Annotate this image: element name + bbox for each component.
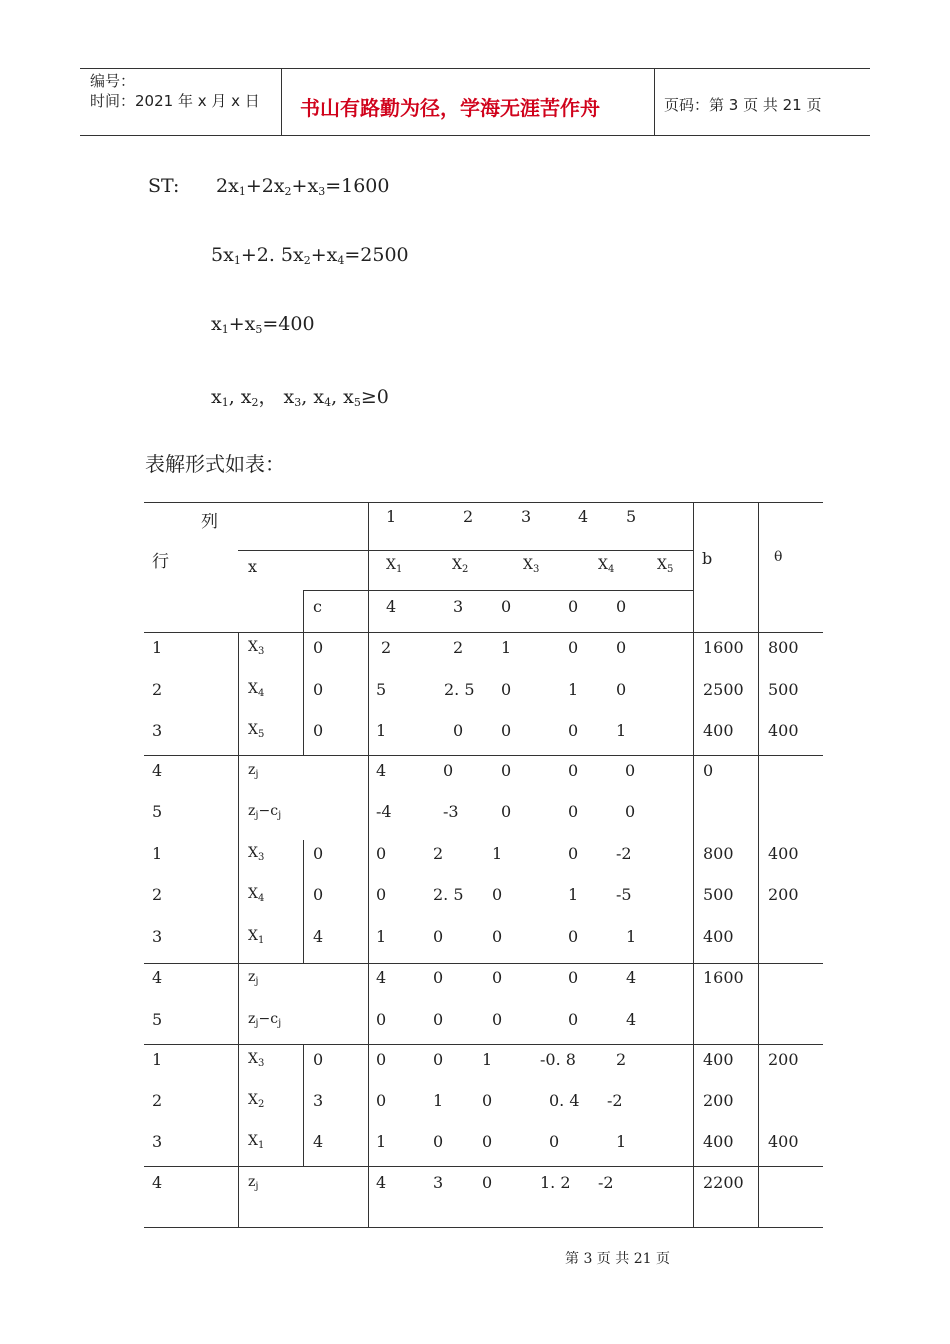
row-number: 5 [152, 802, 163, 821]
row-number: 3 [152, 1132, 163, 1151]
basis-variable: $z_j$ [248, 762, 259, 780]
table-cell-value: 2. 5 [433, 885, 464, 904]
table-cell-value: 4 [376, 1173, 387, 1192]
theta-value: 400 [768, 1132, 799, 1151]
table-cell-value: 0 [501, 802, 512, 821]
col-header-label: 列 [201, 512, 218, 532]
table-cell-value: 3 [433, 1173, 444, 1192]
section-rule [144, 963, 823, 964]
basis-variable: $X_3$ [248, 1051, 265, 1069]
table-cell-value: 0 [549, 1132, 560, 1151]
table-cell-value: 2. 5 [444, 680, 475, 699]
table-cell-value: 0 [625, 761, 636, 780]
b-value: 400 [703, 1132, 734, 1151]
x-column-border [238, 1166, 239, 1228]
constraint-eq-2: $5x_1+2$. $5x_2+x_4=2500$ [211, 244, 409, 267]
table-cell-value: 0 [433, 1050, 444, 1069]
row-number: 5 [152, 1010, 163, 1029]
table-cell-value: 0 [482, 1173, 493, 1192]
basis-variable: $X_4$ [248, 681, 265, 699]
basis-variable: $z_j$ [248, 1174, 259, 1192]
x-column-border [238, 632, 239, 755]
row-number: 1 [152, 1050, 163, 1069]
table-cell-value: 0 [568, 721, 579, 740]
row-number: 3 [152, 721, 163, 740]
variable-header: $X_1$ [386, 557, 403, 575]
table-cell-value: 2 [433, 844, 444, 863]
basis-cost: 0 [313, 885, 324, 904]
col-number: 4 [578, 507, 589, 526]
basis-cost: 0 [313, 680, 324, 699]
b-value: 200 [703, 1091, 734, 1110]
table-cell-value: 0 [568, 844, 579, 863]
col-number: 2 [463, 507, 474, 526]
table-bottom-rule [144, 1227, 823, 1228]
header-inner-rule-2 [303, 590, 693, 591]
table-cell-value: 1 [376, 721, 387, 740]
table-cell-value: 2 [381, 638, 392, 657]
basis-variable: $z_j-c_j$ [248, 1011, 282, 1029]
basis-variable: $X_4$ [248, 886, 265, 904]
table-cell-value: 0 [568, 638, 579, 657]
basis-cost: 0 [313, 1050, 324, 1069]
theta-value: 200 [768, 1050, 799, 1069]
section-rule [144, 755, 823, 756]
c-value: 3 [453, 597, 464, 616]
row-number: 2 [152, 680, 163, 699]
table-cell-value: 1 [492, 844, 503, 863]
table-cell-value: -2 [607, 1091, 623, 1110]
basis-variable: $X_2$ [248, 1092, 265, 1110]
col-number: 5 [626, 507, 637, 526]
table-cell-value: 0 [376, 1010, 387, 1029]
table-cell-value: 1 [433, 1091, 444, 1110]
table-cell-value: 1 [376, 1132, 387, 1151]
table-cell-value: -2 [616, 844, 632, 863]
x-header-label: x [248, 557, 258, 576]
basis-cost: 0 [313, 844, 324, 863]
theta-value: 400 [768, 844, 799, 863]
table-cell-value: 2 [453, 638, 464, 657]
table-cell-value: -4 [376, 802, 392, 821]
table-cell-value: 4 [626, 968, 637, 987]
theta-value: 800 [768, 638, 799, 657]
c-column-border [303, 840, 304, 963]
variable-header: $X_5$ [657, 557, 674, 575]
table-cell-value: 4 [376, 968, 387, 987]
row-number: 2 [152, 885, 163, 904]
b-value: 1600 [703, 968, 744, 987]
table-cell-value: 0 [501, 721, 512, 740]
table-cell-value: 0 [568, 802, 579, 821]
table-cell-value: 0 [443, 761, 454, 780]
vars-left-border [368, 502, 369, 1228]
b-value: 800 [703, 844, 734, 863]
variable-header: $X_3$ [523, 557, 540, 575]
basis-cost: 4 [313, 927, 324, 946]
table-cell-value: 0 [616, 680, 627, 699]
table-cell-value: 0 [376, 1091, 387, 1110]
table-cell-value: 0 [482, 1132, 493, 1151]
basis-cost: 0 [313, 721, 324, 740]
basis-variable: $X_1$ [248, 1133, 265, 1151]
constraint-eq-1: $2x_1+2x_2+x_3=1600$ [216, 175, 390, 198]
section-rule [144, 1166, 823, 1167]
row-number: 2 [152, 1091, 163, 1110]
table-cell-value: 0 [492, 968, 503, 987]
theta-value: 500 [768, 680, 799, 699]
constraint-eq-3: $x_1+x_5=400$ [211, 313, 315, 336]
table-cell-value: -3 [443, 802, 459, 821]
c-value: 0 [616, 597, 627, 616]
table-cell-value: -5 [616, 885, 632, 904]
c-value: 0 [501, 597, 512, 616]
table-cell-value: 0 [492, 885, 503, 904]
row-number: 4 [152, 761, 163, 780]
table-cell-value: 0 [482, 1091, 493, 1110]
b-value: 2200 [703, 1173, 744, 1192]
table-cell-value: 0 [568, 761, 579, 780]
table-cell-value: 0 [616, 638, 627, 657]
c-value: 0 [568, 597, 579, 616]
table-cell-value: -0. 8 [540, 1050, 576, 1069]
row-number: 3 [152, 927, 163, 946]
table-cell-value: 0 [376, 844, 387, 863]
table-cell-value: 1 [568, 885, 579, 904]
table-cell-value: 2 [616, 1050, 627, 1069]
table-cell-value: -2 [598, 1173, 614, 1192]
table-cell-value: 1 [482, 1050, 493, 1069]
st-label: ST: [148, 175, 180, 197]
table-cell-value: 1 [568, 680, 579, 699]
section-rule [144, 1044, 823, 1045]
theta-header-label: θ [774, 549, 783, 565]
basis-variable: $z_j-c_j$ [248, 803, 282, 821]
b-value: 400 [703, 1050, 734, 1069]
variable-header: $X_2$ [452, 557, 469, 575]
basis-variable: $X_5$ [248, 722, 265, 740]
header-bottom-rule [144, 632, 823, 633]
c-header-label: c [313, 597, 322, 616]
table-cell-value: 1 [376, 927, 387, 946]
variable-header: $X_4$ [598, 557, 615, 575]
table-cell-value: 0 [492, 1010, 503, 1029]
theta-value: 200 [768, 885, 799, 904]
header-motto: 书山有路勤为径，学海无涯苦作舟 [300, 96, 600, 120]
x-column-border [238, 840, 239, 963]
table-cell-value: 0 [625, 802, 636, 821]
x-column-border [238, 963, 239, 1044]
table-cell-value: 0. 4 [549, 1091, 580, 1110]
table-cell-value: 1. 2 [540, 1173, 571, 1192]
table-cell-value: 0 [501, 761, 512, 780]
table-cell-value: 4 [626, 1010, 637, 1029]
intro-text: 表解形式如表： [145, 452, 285, 476]
table-cell-value: 0 [433, 1132, 444, 1151]
table-cell-value: 1 [616, 721, 627, 740]
b-value: 2500 [703, 680, 744, 699]
page-number-label: 页码：第 3 页 共 21 页 [664, 96, 822, 114]
b-value: 400 [703, 927, 734, 946]
table-cell-value: 0 [433, 968, 444, 987]
table-cell-value: 0 [433, 1010, 444, 1029]
table-cell-value: 0 [376, 1050, 387, 1069]
b-value: 400 [703, 721, 734, 740]
b-value: 1600 [703, 638, 744, 657]
table-cell-value: 0 [376, 885, 387, 904]
basis-cost: 3 [313, 1091, 324, 1110]
doc-code-label: 编号： [90, 72, 136, 90]
row-number: 4 [152, 968, 163, 987]
x-column-border [238, 1044, 239, 1166]
basis-cost: 4 [313, 1132, 324, 1151]
c-column-border [303, 1044, 304, 1166]
theta-left-border [758, 502, 759, 1228]
b-header-label: b [702, 549, 713, 568]
c-value: 4 [386, 597, 397, 616]
table-cell-value: 0 [501, 680, 512, 699]
b-left-border [693, 502, 694, 1228]
nonnegativity-constraint: $x_1$, $x_2$， $x_3$, $x_4$, $x_5\ge 0$ [211, 386, 389, 409]
header-inner-rule-1 [238, 550, 693, 551]
table-cell-value: 0 [453, 721, 464, 740]
table-cell-value: 5 [376, 680, 387, 699]
b-value: 0 [703, 761, 714, 780]
table-cell-value: 0 [492, 927, 503, 946]
col-number: 1 [386, 507, 397, 526]
row-header-label: 行 [152, 552, 169, 572]
table-cell-value: 0 [568, 1010, 579, 1029]
table-cell-value: 1 [616, 1132, 627, 1151]
doc-time-label: 时间：2021 年 x 月 x 日 [90, 92, 260, 110]
col-number: 3 [521, 507, 532, 526]
table-top-rule [144, 502, 823, 503]
basis-variable: $X_3$ [248, 845, 265, 863]
row-number: 4 [152, 1173, 163, 1192]
page-footer: 第 3 页 共 21 页 [565, 1251, 670, 1267]
c-column-border [303, 632, 304, 755]
row-number: 1 [152, 638, 163, 657]
b-value: 500 [703, 885, 734, 904]
table-cell-value: 0 [568, 968, 579, 987]
table-cell-value: 0 [433, 927, 444, 946]
theta-value: 400 [768, 721, 799, 740]
c-header-border [303, 590, 304, 632]
table-cell-value: 1 [626, 927, 637, 946]
row-number: 1 [152, 844, 163, 863]
basis-cost: 0 [313, 638, 324, 657]
basis-variable: $X_3$ [248, 639, 265, 657]
table-cell-value: 4 [376, 761, 387, 780]
table-cell-value: 0 [568, 927, 579, 946]
x-column-border [238, 755, 239, 840]
table-cell-value: 1 [501, 638, 512, 657]
basis-variable: $z_j$ [248, 969, 259, 987]
basis-variable: $X_1$ [248, 928, 265, 946]
